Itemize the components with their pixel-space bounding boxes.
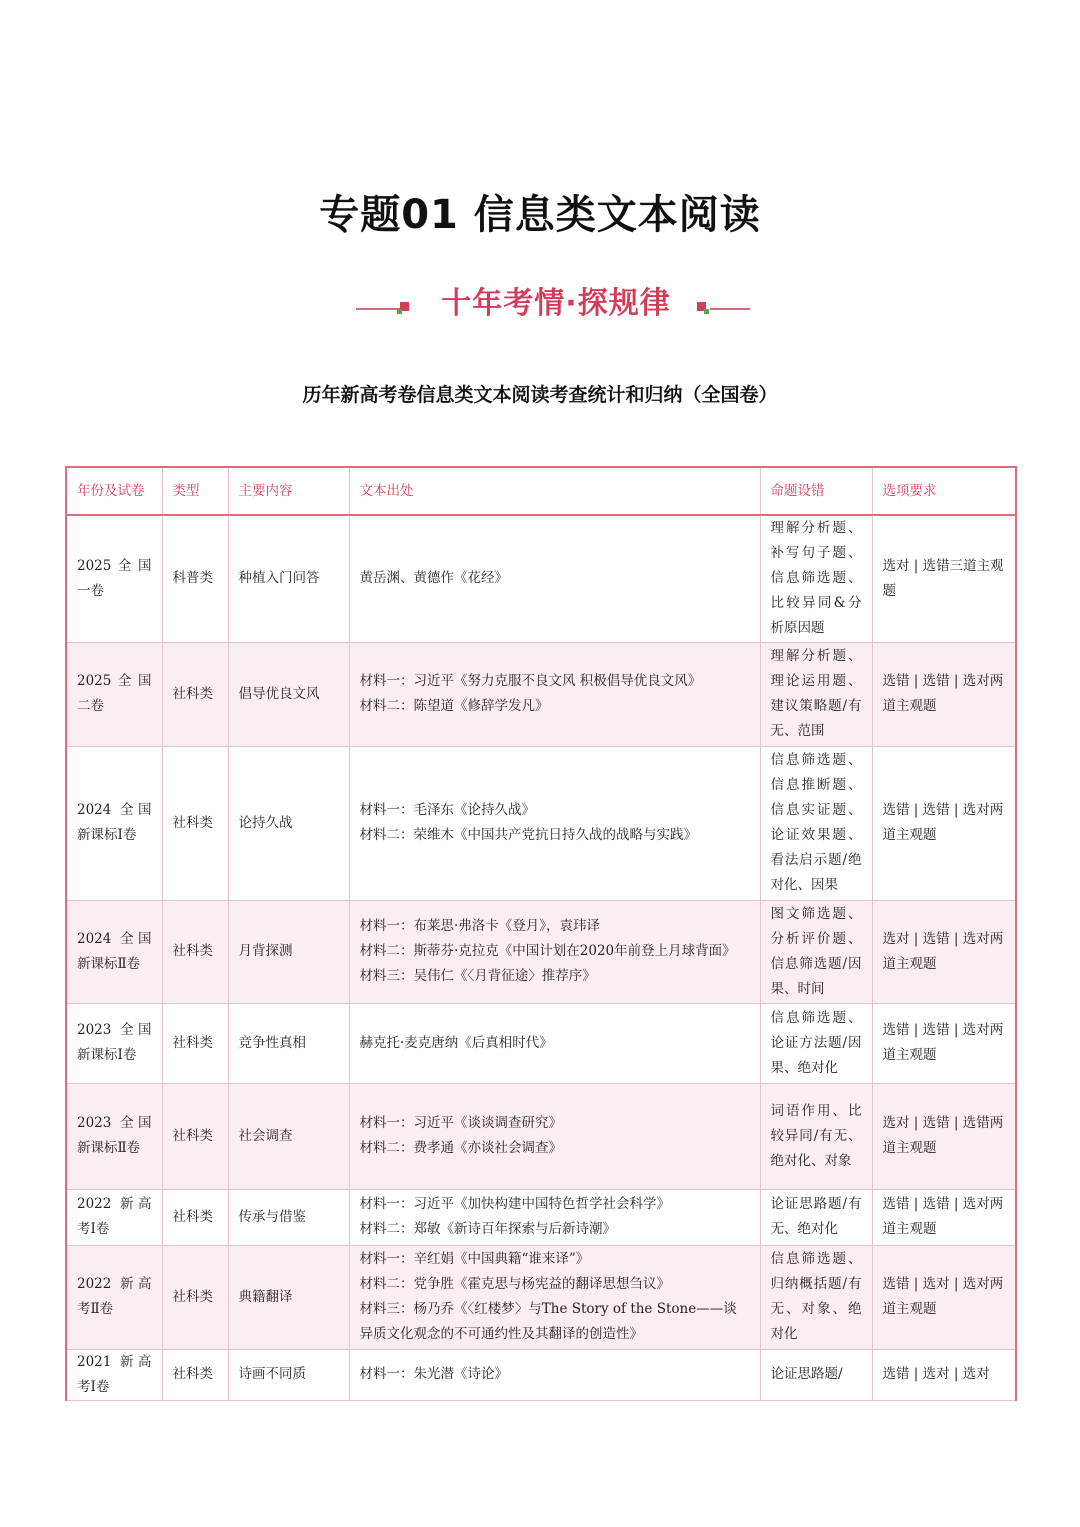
source-line: 材料一：习近平《努力克服不良文风 积极倡导优良文风》	[359, 673, 702, 689]
statistics-table	[65, 466, 1017, 1401]
cell-setting: 信息筛选题、归纳概括题/有无、对象、绝对化	[760, 1245, 872, 1349]
cell-type: 科普类	[162, 515, 228, 642]
table-row	[66, 1349, 1016, 1400]
cell-type: 社科类	[162, 1003, 228, 1083]
source-line: 材料一：习近平《加快构建中国特色哲学社会科学》	[359, 1196, 670, 1212]
source-line: 材料二：荣维木《中国共产党抗日持久战的战略与实践》	[359, 827, 697, 843]
header-setting: 命题设错	[760, 467, 872, 515]
cell-options: 选对 | 选错 | 选对两道主观题	[872, 900, 1016, 1003]
cell-content: 诗画不同质	[228, 1349, 349, 1400]
cell-year: 2025全国一卷	[66, 515, 162, 642]
header-source: 文本出处	[349, 467, 760, 515]
cell-setting: 理解分析题、理论运用题、建议策略题/有无、范围	[760, 642, 872, 746]
cell-content: 典籍翻译	[228, 1245, 349, 1349]
table-row	[66, 1245, 1016, 1349]
table-row	[66, 746, 1016, 900]
cell-content: 社会调查	[228, 1083, 349, 1189]
cell-year: 2024 全国新课标Ⅱ卷	[66, 900, 162, 1003]
source-line: 材料二：党争胜《霍克思与杨宪益的翻译思想刍议》	[359, 1276, 670, 1292]
cell-options: 选错 | 选错 | 选对两道主观题	[872, 1189, 1016, 1245]
cell-content: 倡导优良文风	[228, 642, 349, 746]
source-line: 材料一：毛泽东《论持久战》	[359, 802, 535, 818]
table-row	[66, 900, 1016, 1003]
cell-options: 选错 | 选对 | 选对两道主观题	[872, 1245, 1016, 1349]
cell-type: 社科类	[162, 900, 228, 1003]
source-line: 赫克托·麦克唐纳《后真相时代》	[359, 1034, 553, 1051]
table-header-row	[66, 467, 1016, 515]
cell-year: 2023 全国新课标Ⅰ卷	[66, 1003, 162, 1083]
cell-year: 2022 新高考Ⅰ卷	[66, 1189, 162, 1245]
header-content: 主要内容	[228, 467, 349, 515]
table-row	[66, 1003, 1016, 1083]
cell-type: 社科类	[162, 1349, 228, 1400]
source-line: 材料一：辛红娟《中国典籍“谁来译”》	[359, 1251, 590, 1267]
cell-options: 选错 | 选对 | 选对	[872, 1349, 1016, 1400]
table-row	[66, 1083, 1016, 1189]
banner-text: 十年考情·探规律	[441, 286, 671, 321]
cell-source	[349, 1189, 760, 1245]
cell-type: 社科类	[162, 1189, 228, 1245]
cell-year: 2024 全国新课标Ⅰ卷	[66, 746, 162, 900]
cell-content: 传承与借鉴	[228, 1189, 349, 1245]
cell-type: 社科类	[162, 1245, 228, 1349]
cell-year: 2025全国二卷	[66, 642, 162, 746]
cell-source	[349, 515, 760, 642]
source-line: 材料二：郑敏《新诗百年探索与后新诗潮》	[359, 1221, 616, 1237]
cell-options: 选对 | 选错 | 选错两道主观题	[872, 1083, 1016, 1189]
banner-right-leaf-icon	[704, 309, 709, 314]
cell-content: 月背探测	[228, 900, 349, 1003]
page-title: 专题01 信息类文本阅读	[319, 192, 761, 238]
cell-source	[349, 746, 760, 900]
cell-type: 社科类	[162, 746, 228, 900]
source-line: 黄岳渊、黄德作《花经》	[359, 570, 508, 587]
source-line: 材料一：朱光潜《诗论》	[359, 1366, 508, 1382]
source-line: 材料二：费孝通《亦谈社会调查》	[359, 1140, 562, 1156]
source-line: 材料二：陈望道《修辞学发凡》	[359, 698, 549, 714]
cell-setting: 信息筛选题、信息推断题、信息实证题、论证效果题、看法启示题/绝对化、因果	[760, 746, 872, 900]
cell-source	[349, 1003, 760, 1083]
cell-source	[349, 1349, 760, 1400]
section-banner	[0, 278, 1080, 322]
header-year: 年份及试卷	[66, 467, 162, 515]
banner-left-leaf-icon	[397, 309, 402, 314]
table-row	[66, 642, 1016, 746]
cell-content: 论持久战	[228, 746, 349, 900]
source-line: 材料二：斯蒂芬·克拉克《中国计划在2020年前登上月球背面》	[359, 943, 736, 959]
cell-type: 社科类	[162, 642, 228, 746]
source-line: 材料一：布莱思·弗洛卡《登月》，袁玮译	[359, 918, 601, 934]
table-row	[66, 515, 1016, 642]
cell-source	[349, 1245, 760, 1349]
cell-year: 2023 全国新课标Ⅱ卷	[66, 1083, 162, 1189]
cell-source	[349, 900, 760, 1003]
cell-options: 选对 | 选错三道主观题	[872, 515, 1016, 642]
cell-setting: 词语作用、比较异同/有无、绝对化、对象	[760, 1083, 872, 1189]
header-type: 类型	[162, 467, 228, 515]
source-line: 材料三：杨乃乔《〈红楼梦〉与The Story of the Stone——谈异质文化观念的不可通约性及其翻译的创造性》	[359, 1301, 737, 1342]
banner-left-line	[356, 308, 400, 310]
cell-options: 选错 | 选错 | 选对两道主观题	[872, 746, 1016, 900]
cell-setting: 论证思路题/	[760, 1349, 872, 1400]
cell-setting: 信息筛选题、论证方法题/因果、绝对化	[760, 1003, 872, 1083]
cell-content: 竞争性真相	[228, 1003, 349, 1083]
cell-options: 选错 | 选错 | 选对两道主观题	[872, 642, 1016, 746]
cell-year: 2022 新高考Ⅱ卷	[66, 1245, 162, 1349]
cell-setting: 理解分析题、补写句子题、信息筛选题、比较异同&分析原因题	[760, 515, 872, 642]
cell-year: 2021 新高考Ⅰ卷	[66, 1349, 162, 1400]
source-line: 材料三：吴伟仁《〈月背征途〉推荐序》	[359, 968, 596, 984]
cell-type: 社科类	[162, 1083, 228, 1189]
banner-right-line	[710, 308, 750, 310]
source-line: 材料一：习近平《谈谈调查研究》	[359, 1115, 562, 1131]
cell-source	[349, 642, 760, 746]
table-caption: 历年新高考卷信息类文本阅读考查统计和归纳（全国卷）	[302, 384, 778, 406]
header-options: 选项要求	[872, 467, 1016, 515]
table-row	[66, 1189, 1016, 1245]
cell-options: 选错 | 选错 | 选对两道主观题	[872, 1003, 1016, 1083]
cell-setting: 图文筛选题、分析评价题、信息筛选题/因果、时间	[760, 900, 872, 1003]
cell-source	[349, 1083, 760, 1189]
cell-setting: 论证思路题/有无、绝对化	[760, 1189, 872, 1245]
cell-content: 种植入门问答	[228, 515, 349, 642]
